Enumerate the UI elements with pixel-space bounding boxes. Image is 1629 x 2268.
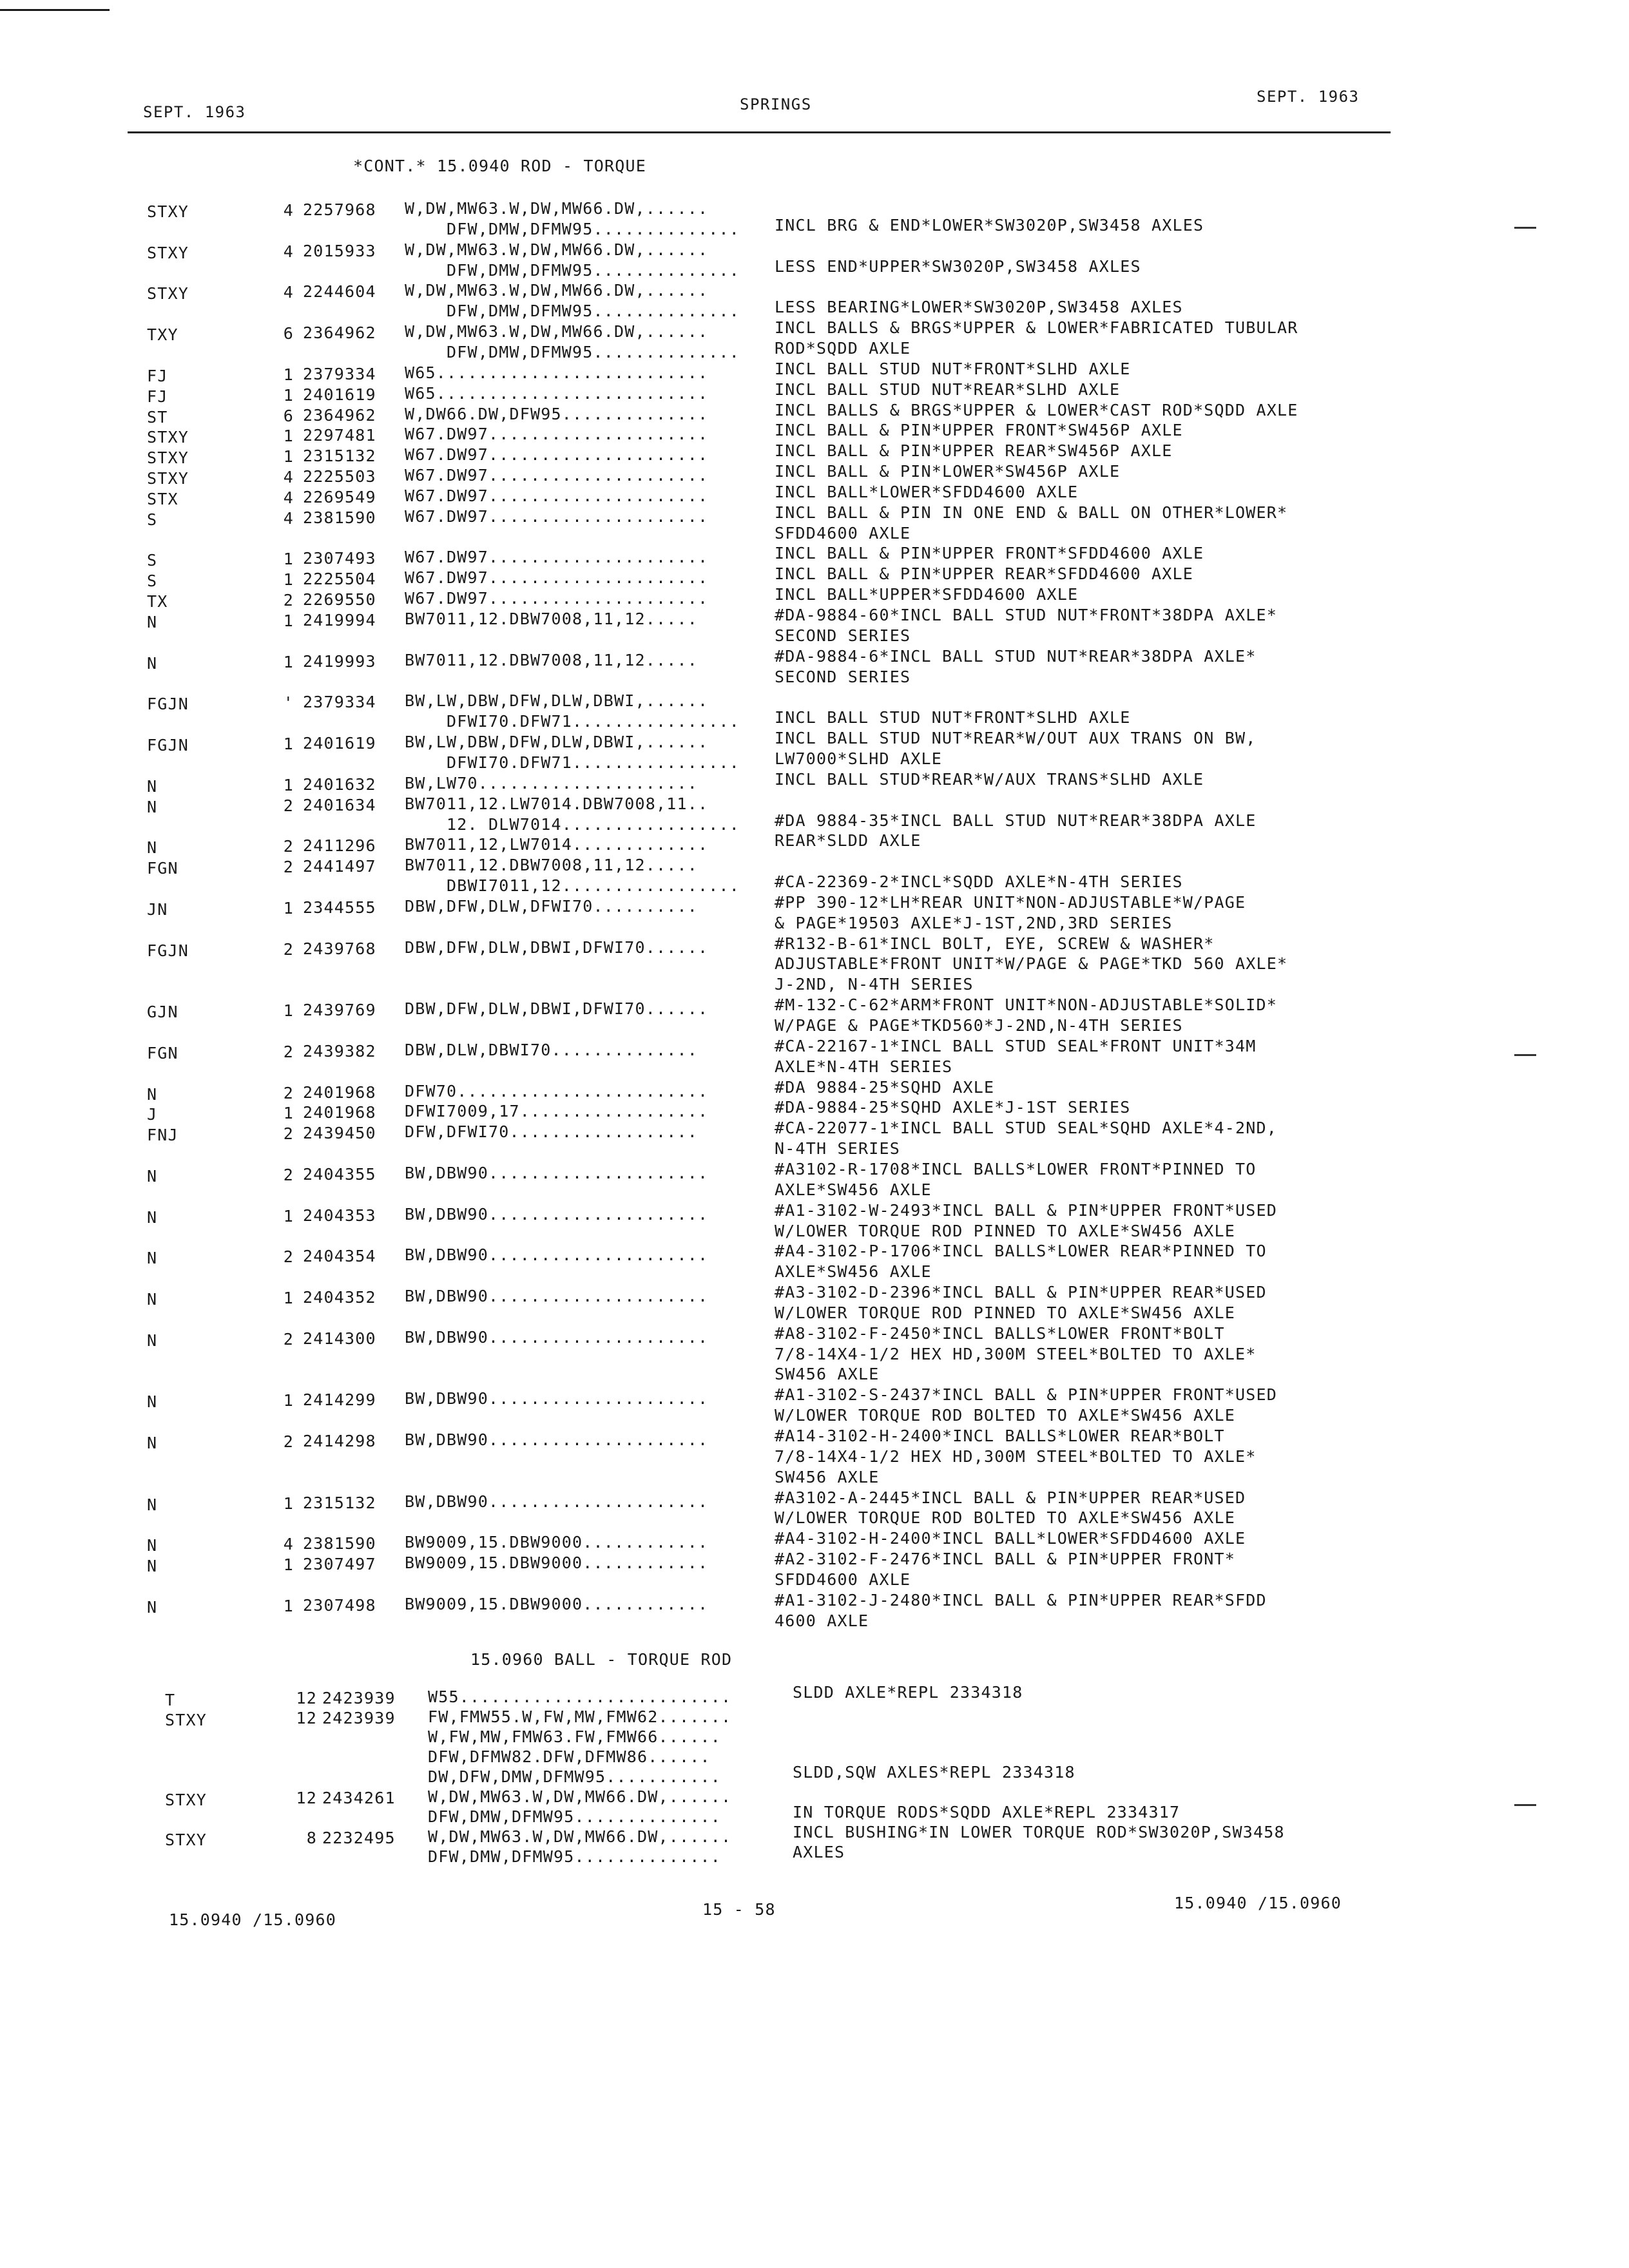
line-part-number: 2434261 xyxy=(322,1789,396,1807)
line-models: W67.DW97..................... xyxy=(405,486,709,505)
line-code: STXY xyxy=(165,1791,207,1809)
line-description: #DA-9884-25*SQHD AXLE*J-1ST SERIES xyxy=(775,1098,1131,1117)
line-quantity: 1 xyxy=(283,1206,294,1225)
line-part-number: 2257968 xyxy=(303,200,376,219)
line-description: W/PAGE & PAGE*TKD560*J-2ND,N-4TH SERIES xyxy=(775,1016,1183,1035)
line-description: 7/8-14X4-1/2 HEX HD,300M STEEL*BOLTED TO AXLE* xyxy=(775,1446,1257,1466)
line-part-number: 2404352 xyxy=(303,1288,376,1307)
line-description: #A3102-R-1708*INCL BALLS*LOWER FRONT*PINNED TO xyxy=(775,1159,1257,1178)
line-code: FGJN xyxy=(147,695,189,714)
line-part-number: 2381590 xyxy=(303,508,376,527)
line-models: 12. DLW7014................. xyxy=(405,814,740,834)
line-code: N xyxy=(147,1084,158,1104)
line-quantity: 2 xyxy=(283,1165,294,1184)
line-code: N xyxy=(147,653,158,673)
line-description: LW7000*SLHD AXLE xyxy=(775,749,943,768)
line-part-number: 2344555 xyxy=(303,898,376,917)
line-description: INCL BALL & PIN IN ONE END & BALL ON OTHER*LOWER* xyxy=(775,503,1288,522)
line-description: W/LOWER TORQUE ROD BOLTED TO AXLE*SW456 AXLE xyxy=(775,1406,1236,1425)
line-models: W,DW,MW63.W,DW,MW66.DW,...... xyxy=(405,281,709,300)
line-part-number: 2364962 xyxy=(303,405,376,425)
line-code: S xyxy=(147,551,158,570)
line-part-number: 2225504 xyxy=(303,570,376,589)
line-description: #A1-3102-S-2437*INCL BALL & PIN*UPPER FRONT*USED xyxy=(775,1385,1278,1405)
line-models: BW,DBW90..................... xyxy=(405,1163,709,1182)
line-description: INCL BALL STUD*REAR*W/AUX TRANS*SLHD AXLE xyxy=(775,769,1204,789)
line-models: BW,DBW90..................... xyxy=(405,1245,709,1265)
line-code: STX xyxy=(147,489,178,508)
line-part-number: 2404355 xyxy=(303,1164,376,1184)
line-quantity: 4 xyxy=(283,508,294,528)
line-description: INCL BALL & PIN*UPPER REAR*SFDD4600 AXLE xyxy=(775,564,1194,584)
line-models: BW,LW70..................... xyxy=(405,773,699,793)
line-code: J xyxy=(147,1105,158,1124)
line-description: #A4-3102-H-2400*INCL BALL*LOWER*SFDD4600 AXLE xyxy=(775,1529,1246,1548)
line-part-number: 2419994 xyxy=(303,611,376,629)
section-heading-ball-torque-rod: 15.0960 BALL - TORQUE ROD xyxy=(470,1650,733,1669)
line-models: DFW,DMW,DFMW95.............. xyxy=(405,342,740,361)
line-description: J-2ND, N-4TH SERIES xyxy=(775,975,974,994)
line-quantity: 1 xyxy=(283,570,294,590)
line-models: W,DW,MW63.W,DW,MW66.DW,...... xyxy=(428,1787,732,1806)
line-code: N xyxy=(147,1597,158,1617)
line-code: STXY xyxy=(147,448,189,468)
line-code: N xyxy=(147,1249,158,1268)
line-quantity: 1 xyxy=(283,385,294,405)
line-quantity: 1 xyxy=(283,1391,294,1410)
line-models: W65.......................... xyxy=(405,383,709,403)
line-description: W/LOWER TORQUE ROD PINNED TO AXLE*SW456 AXLE xyxy=(775,1221,1236,1240)
line-models: W55.......................... xyxy=(428,1687,732,1706)
line-code: N xyxy=(147,1434,158,1452)
line-quantity: 1 xyxy=(283,1001,294,1021)
line-part-number: 2419993 xyxy=(303,651,376,671)
line-part-number: 2439450 xyxy=(303,1124,376,1143)
line-models: W67.DW97..................... xyxy=(405,425,709,444)
line-part-number: 2401619 xyxy=(303,734,376,753)
line-description: AXLE*SW456 AXLE xyxy=(775,1262,932,1282)
line-quantity: 1 xyxy=(283,1596,294,1615)
line-part-number: 2015933 xyxy=(303,241,376,260)
line-quantity: 1 xyxy=(283,427,294,446)
line-quantity: 2 xyxy=(283,1083,294,1102)
line-code: N xyxy=(147,1495,158,1514)
line-part-number: 2414300 xyxy=(303,1329,376,1348)
line-code: STXY xyxy=(165,1711,207,1729)
line-code: FGN xyxy=(147,1043,178,1062)
line-description: #A1-3102-J-2480*INCL BALL & PIN*UPPER REAR*SFDD xyxy=(775,1590,1267,1610)
line-quantity: 1 xyxy=(283,550,294,569)
line-quantity: 2 xyxy=(283,939,294,959)
line-description: ROD*SQDD AXLE xyxy=(775,338,911,358)
line-models: BW,DBW90..................... xyxy=(405,1204,709,1224)
line-quantity: 1 xyxy=(283,898,294,918)
line-description: #PP 390-12*LH*REAR UNIT*NON-ADJUSTABLE*W/PAGE xyxy=(775,892,1246,912)
line-models: BW7011,12.LW7014.DBW7008,11.. xyxy=(405,794,709,813)
margin-mark xyxy=(1514,1054,1536,1056)
line-models: W,DW,MW63.W,DW,MW66.DW,...... xyxy=(428,1827,732,1846)
line-part-number: 2269549 xyxy=(303,487,376,506)
line-code: TXY xyxy=(147,325,178,345)
line-code: STXY xyxy=(165,1831,207,1849)
line-quantity: 4 xyxy=(283,1535,294,1554)
line-description: INCL BUSHING*IN LOWER TORQUE ROD*SW3020P,SW3458 xyxy=(793,1823,1285,1841)
line-part-number: 2307493 xyxy=(303,549,376,568)
line-quantity: 1 xyxy=(283,1104,294,1123)
line-models: BW7011,12.DBW7008,11,12..... xyxy=(405,856,699,875)
line-quantity: 1 xyxy=(283,735,294,754)
line-description: INCL BRG & END*LOWER*SW3020P,SW3458 AXLES xyxy=(775,215,1204,235)
line-description: IN TORQUE RODS*SQDD AXLE*REPL 2334317 xyxy=(793,1803,1181,1821)
line-part-number: 2307498 xyxy=(303,1595,376,1615)
line-description: SECOND SERIES xyxy=(775,626,911,645)
line-part-number: 2225503 xyxy=(303,467,376,486)
line-part-number: 2232495 xyxy=(322,1829,396,1847)
margin-mark xyxy=(1514,227,1536,229)
line-part-number: 2269550 xyxy=(303,590,376,610)
line-description: SFDD4600 AXLE xyxy=(775,1570,911,1589)
line-description: REAR*SLDD AXLE xyxy=(775,831,921,850)
line-quantity: 4 xyxy=(283,283,294,302)
line-quantity: 6 xyxy=(283,324,294,343)
line-quantity: 4 xyxy=(283,468,294,487)
line-quantity: 2 xyxy=(283,858,294,877)
line-description: INCL BALL*UPPER*SFDD4600 AXLE xyxy=(775,585,1079,604)
line-models: BW,DBW90..................... xyxy=(405,1430,709,1449)
line-part-number: 2401632 xyxy=(303,774,376,794)
line-models: FW,FMW55.W,FW,MW,FMW62....... xyxy=(428,1707,732,1726)
footer-left: 15.0940 /15.0960 xyxy=(169,1910,337,1929)
line-description: #R132-B-61*INCL BOLT, EYE, SCREW & WASHER* xyxy=(775,934,1215,953)
line-part-number: 2411296 xyxy=(303,836,376,856)
line-models: DBW,DFW,DLW,DBWI,DFWI70...... xyxy=(405,937,709,957)
line-description: LESS BEARING*LOWER*SW3020P,SW3458 AXLES xyxy=(775,298,1183,317)
line-description: & PAGE*19503 AXLE*J-1ST,2ND,3RD SERIES xyxy=(775,913,1173,932)
line-quantity: 2 xyxy=(283,1042,294,1061)
margin-mark xyxy=(1514,1804,1536,1806)
line-models: DFW,DFWI70.................. xyxy=(405,1122,699,1142)
line-description: INCL BALLS & BRGS*UPPER & LOWER*FABRICATED TUBULAR xyxy=(775,318,1298,338)
line-description: SFDD4600 AXLE xyxy=(775,523,911,543)
line-quantity: 12 xyxy=(296,1689,317,1707)
line-code: N xyxy=(147,1331,158,1350)
line-models: DBW,DFW,DLW,DFWI70.......... xyxy=(405,896,699,916)
line-code: JN xyxy=(147,899,168,919)
line-models: W,DW,MW63.W,DW,MW66.DW,...... xyxy=(405,240,709,259)
line-quantity: 1 xyxy=(283,1555,294,1575)
line-description: AXLE*N-4TH SERIES xyxy=(775,1057,953,1076)
line-part-number: 2404353 xyxy=(303,1206,376,1225)
line-code: N xyxy=(147,1166,158,1186)
line-code: STXY xyxy=(147,243,189,262)
line-description: 7/8-14X4-1/2 HEX HD,300M STEEL*BOLTED TO AXLE* xyxy=(775,1344,1257,1363)
line-code: STXY xyxy=(147,469,189,488)
line-models: DFW,DMW,DFMW95.............. xyxy=(405,219,740,238)
line-description: INCL BALLS & BRGS*UPPER & LOWER*CAST ROD*SQDD AXLE xyxy=(775,400,1298,419)
header-left-date: SEPT. 1963 xyxy=(143,103,246,121)
line-description: #A4-3102-P-1706*INCL BALLS*LOWER REAR*PINNED TO xyxy=(775,1242,1267,1261)
line-quantity: 2 xyxy=(283,1329,294,1349)
line-code: N xyxy=(147,613,158,631)
line-models: BW7011,12.DBW7008,11,12..... xyxy=(405,610,699,628)
line-code: N xyxy=(147,1557,158,1576)
line-description: INCL BALL & PIN*UPPER REAR*SW456P AXLE xyxy=(775,441,1173,461)
line-models: BW9009,15.DBW9000............ xyxy=(405,1594,709,1613)
line-models: W,DW,MW63.W,DW,MW66.DW,...... xyxy=(405,199,709,218)
line-description: 4600 AXLE xyxy=(775,1611,869,1630)
line-description: W/LOWER TORQUE ROD PINNED TO AXLE*SW456 AXLE xyxy=(775,1303,1236,1322)
line-code: FNJ xyxy=(147,1126,178,1145)
line-description: SW456 AXLE xyxy=(775,1467,880,1486)
line-models: BW,DBW90..................... xyxy=(405,1492,709,1511)
line-models: W67.DW97..................... xyxy=(405,445,709,465)
line-code: N xyxy=(147,797,158,816)
line-part-number: 2315132 xyxy=(303,447,376,466)
line-description: INCL BALL & PIN*LOWER*SW456P AXLE xyxy=(775,462,1121,481)
line-code: FJ xyxy=(147,366,168,385)
line-quantity: ' xyxy=(283,693,294,713)
line-quantity: 2 xyxy=(283,591,294,610)
line-part-number: 2423939 xyxy=(322,1689,396,1707)
line-quantity: 6 xyxy=(283,406,294,425)
line-models: W67.DW97..................... xyxy=(405,548,709,567)
line-models: DFW,DMW,DFMW95.............. xyxy=(405,302,740,321)
line-models: W67.DW97..................... xyxy=(405,466,709,485)
footer-page-number: 15 - 58 xyxy=(702,1900,776,1919)
section-heading-rod-torque: *CONT.* 15.0940 ROD - TORQUE xyxy=(353,157,647,175)
line-models: DFWI7009,17.................. xyxy=(405,1102,709,1121)
line-quantity: 1 xyxy=(283,652,294,671)
line-models: DFWI70.DFW71................ xyxy=(405,753,740,772)
line-models: BW9009,15.DBW9000............ xyxy=(405,1553,709,1573)
line-models: BW,DBW90..................... xyxy=(405,1389,709,1408)
line-models: W,DW66.DW,DFW95.............. xyxy=(405,404,709,423)
line-part-number: 2379334 xyxy=(303,693,376,712)
line-description: SLDD,SQW AXLES*REPL 2334318 xyxy=(793,1763,1075,1782)
line-description: #DA 9884-25*SQHD AXLE xyxy=(775,1077,995,1097)
line-models: DFW,DMW,DFMW95.............. xyxy=(428,1847,722,1866)
line-quantity: 2 xyxy=(283,1432,294,1451)
line-code: N xyxy=(147,1290,158,1309)
line-quantity: 1 xyxy=(283,1289,294,1308)
line-models: BW,DBW90..................... xyxy=(405,1287,709,1306)
line-quantity: 12 xyxy=(296,1789,317,1807)
line-quantity: 1 xyxy=(283,365,294,384)
line-description: LESS END*UPPER*SW3020P,SW3458 AXLES xyxy=(775,256,1141,276)
line-description: INCL BALL STUD NUT*REAR*W/OUT AUX TRANS ON BW, xyxy=(775,729,1257,748)
line-code: N xyxy=(147,776,158,796)
line-quantity: 2 xyxy=(283,796,294,815)
line-code: STXY xyxy=(147,202,189,221)
line-part-number: 2439382 xyxy=(303,1041,376,1061)
line-code: N xyxy=(147,1392,158,1412)
line-part-number: 2441497 xyxy=(303,857,376,876)
line-description: AXLES xyxy=(793,1843,845,1861)
line-models: BW,LW,DBW,DFW,DLW,DBWI,...... xyxy=(405,691,709,711)
line-code: N xyxy=(147,838,158,858)
line-description: AXLE*SW456 AXLE xyxy=(775,1180,932,1199)
line-part-number: 2364962 xyxy=(303,323,376,343)
line-models: W67.DW97..................... xyxy=(405,568,709,588)
line-quantity: 4 xyxy=(283,488,294,507)
line-code: FGJN xyxy=(147,736,189,755)
line-description: #CA-22167-1*INCL BALL STUD SEAL*FRONT UNIT*34M xyxy=(775,1036,1257,1055)
corner-rule xyxy=(0,9,110,11)
line-part-number: 2381590 xyxy=(303,1534,376,1553)
line-models: DBWI7011,12................. xyxy=(405,876,740,896)
line-models: BW,DBW90..................... xyxy=(405,1327,709,1347)
line-description: #CA-22077-1*INCL BALL STUD SEAL*SQHD AXLE*4-2ND, xyxy=(775,1119,1278,1138)
line-description: #A14-3102-H-2400*INCL BALLS*LOWER REAR*BOLT xyxy=(775,1427,1225,1445)
line-description: #DA-9884-60*INCL BALL STUD NUT*FRONT*38DPA AXLE* xyxy=(775,606,1278,624)
line-description: INCL BALL*LOWER*SFDD4600 AXLE xyxy=(775,482,1079,501)
line-part-number: 2244604 xyxy=(303,282,376,302)
line-part-number: 2307497 xyxy=(303,1555,376,1574)
line-part-number: 2414299 xyxy=(303,1390,376,1410)
line-models: W,DW,MW63.W,DW,MW66.DW,...... xyxy=(405,322,709,341)
line-description: INCL BALL & PIN*UPPER FRONT*SW456P AXLE xyxy=(775,421,1183,440)
line-code: S xyxy=(147,510,158,529)
line-models: BW9009,15.DBW9000............ xyxy=(405,1533,709,1552)
line-part-number: 2404354 xyxy=(303,1247,376,1266)
line-quantity: 12 xyxy=(296,1709,317,1727)
header-right-date: SEPT. 1963 xyxy=(1257,88,1360,106)
line-code: N xyxy=(147,1207,158,1227)
line-description: #M-132-C-62*ARM*FRONT UNIT*NON-ADJUSTABLE*SOLID* xyxy=(775,995,1278,1015)
line-code: GJN xyxy=(147,1003,178,1022)
line-description: INCL BALL STUD NUT*FRONT*SLHD AXLE xyxy=(775,359,1131,378)
line-quantity: 1 xyxy=(283,1494,294,1513)
line-part-number: 2423939 xyxy=(322,1709,396,1727)
line-part-number: 2439768 xyxy=(303,939,376,958)
line-models: BW7011,12,LW7014............. xyxy=(405,835,709,854)
line-part-number: 2414298 xyxy=(303,1432,376,1450)
line-description: SW456 AXLE xyxy=(775,1365,880,1384)
line-description: #DA 9884-35*INCL BALL STUD NUT*REAR*38DPA AXLE xyxy=(775,811,1257,830)
line-models: DFW70........................ xyxy=(405,1081,709,1100)
line-quantity: 4 xyxy=(283,242,294,261)
line-models: W,FW,MW,FMW63.FW,FMW66...... xyxy=(428,1727,722,1746)
line-part-number: 2401634 xyxy=(303,795,376,814)
line-quantity: 4 xyxy=(283,201,294,220)
line-description: INCL BALL STUD NUT*FRONT*SLHD AXLE xyxy=(775,708,1131,727)
line-part-number: 2439769 xyxy=(303,1001,376,1020)
line-quantity: 2 xyxy=(283,1247,294,1267)
line-description: #A1-3102-W-2493*INCL BALL & PIN*UPPER FRONT*USED xyxy=(775,1200,1278,1220)
line-part-number: 2401968 xyxy=(303,1082,376,1102)
line-description: SLDD AXLE*REPL 2334318 xyxy=(793,1683,1023,1702)
line-description: #A2-3102-F-2476*INCL BALL & PIN*UPPER FRONT* xyxy=(775,1550,1236,1569)
line-models: DW,DFW,DMW,DFMW95........... xyxy=(428,1767,722,1786)
line-description: SECOND SERIES xyxy=(775,667,911,686)
line-description: #CA-22369-2*INCL*SQDD AXLE*N-4TH SERIES xyxy=(775,872,1183,892)
line-quantity: 2 xyxy=(283,837,294,856)
line-code: FJ xyxy=(147,387,168,406)
line-code: FGN xyxy=(147,859,178,878)
line-models: W67.DW97..................... xyxy=(405,589,709,608)
line-models: W67.DW97..................... xyxy=(405,506,709,526)
line-description: #DA-9884-6*INCL BALL STUD NUT*REAR*38DPA AXLE* xyxy=(775,646,1257,666)
line-quantity: 1 xyxy=(283,447,294,466)
line-models: DBW,DLW,DBWI70.............. xyxy=(405,1040,699,1059)
line-code: S xyxy=(147,572,158,591)
line-models: BW,LW,DBW,DFW,DLW,DBWI,...... xyxy=(405,733,709,752)
line-part-number: 2379334 xyxy=(303,364,376,383)
footer-right: 15.0940 /15.0960 xyxy=(1174,1894,1342,1912)
header-title: SPRINGS xyxy=(740,95,812,113)
line-quantity: 8 xyxy=(306,1829,317,1847)
line-quantity: 1 xyxy=(283,775,294,794)
line-part-number: 2315132 xyxy=(303,1493,376,1512)
line-code: FGJN xyxy=(147,941,189,960)
line-code: STXY xyxy=(147,284,189,303)
line-part-number: 2401619 xyxy=(303,385,376,404)
line-description: #A3102-A-2445*INCL BALL & PIN*UPPER REAR*USED xyxy=(775,1488,1246,1507)
line-quantity: 2 xyxy=(283,1124,294,1144)
line-models: BW7011,12.DBW7008,11,12..... xyxy=(405,650,699,669)
line-description: INCL BALL & PIN*UPPER FRONT*SFDD4600 AXLE xyxy=(775,544,1204,563)
line-code: N xyxy=(147,1536,158,1555)
line-models: DFW,DFMW82.DFW,DFMW86...... xyxy=(428,1747,711,1766)
line-description: W/LOWER TORQUE ROD BOLTED TO AXLE*SW456 AXLE xyxy=(775,1508,1236,1528)
line-description: #A8-3102-F-2450*INCL BALLS*LOWER FRONT*BOLT xyxy=(775,1323,1225,1343)
line-models: DBW,DFW,DLW,DBWI,DFWI70...... xyxy=(405,999,709,1019)
line-description: ADJUSTABLE*FRONT UNIT*W/PAGE & PAGE*TKD 560 AXLE* xyxy=(775,954,1288,974)
line-part-number: 2297481 xyxy=(303,426,376,445)
line-description: #A3-3102-D-2396*INCL BALL & PIN*UPPER REAR*USED xyxy=(775,1283,1267,1302)
line-code: TX xyxy=(147,592,168,611)
line-description: N-4TH SERIES xyxy=(775,1139,901,1158)
line-models: DFWI70.DFW71................ xyxy=(405,712,740,731)
line-models: DFW,DMW,DFMW95.............. xyxy=(428,1807,722,1826)
line-description: INCL BALL STUD NUT*REAR*SLHD AXLE xyxy=(775,380,1121,399)
line-models: DFW,DMW,DFMW95.............. xyxy=(405,260,740,280)
header-rule xyxy=(128,131,1391,133)
line-quantity: 1 xyxy=(283,611,294,630)
line-code: STXY xyxy=(147,428,189,447)
line-part-number: 2401968 xyxy=(303,1103,376,1122)
line-code: ST xyxy=(147,407,168,427)
line-models: W65.......................... xyxy=(405,363,709,382)
line-code: T xyxy=(165,1691,176,1709)
